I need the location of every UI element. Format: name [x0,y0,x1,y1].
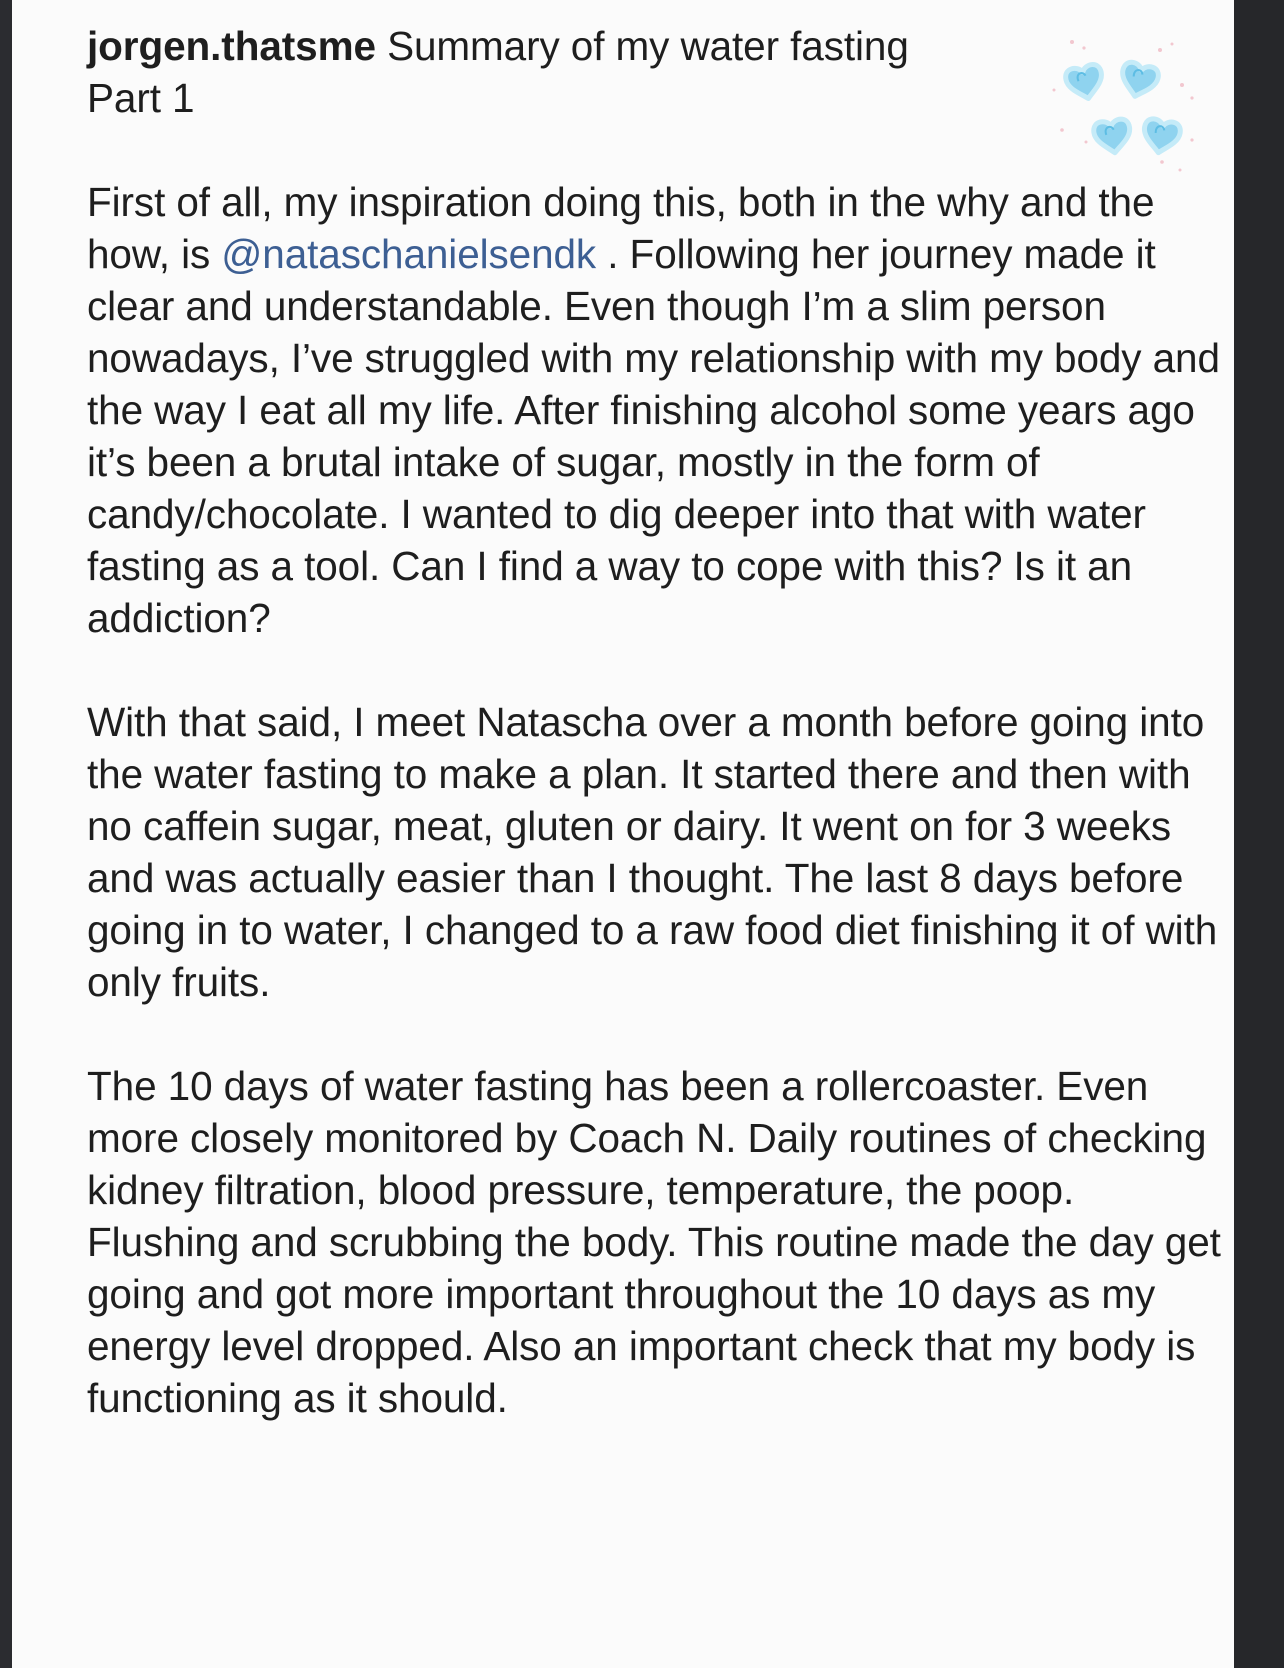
spacer [87,1008,1227,1060]
paragraph-1-text-end: . Following her journey made it clear and understandable. Even though I’m a slim person nowadays, I’ve struggled with my relationship with my body and the way I eat all my life. After finishing alcohol some years ago it’s been a brutal intake of sugar, mostly in the form of candy/chocolate. I wanted to dig deeper into that with water fasting as a tool. Can I find a way to cope with this? Is it an addiction? [87,231,1220,641]
right-dark-edge [1234,0,1284,1668]
post-title: Summary of my water fasting [387,23,909,69]
caption-text [87,20,1227,1424]
mention-link[interactable]: @nataschanielsendk [221,231,597,277]
post-part-label: Part 1 [87,75,195,121]
spacer [87,644,1227,696]
paragraph-1-text-start: First of all, my inspiration doing this, both in the why and the how, is [87,179,1155,277]
left-dark-edge [0,0,10,1668]
blue-hearts-sticker-icon [1042,30,1222,180]
post-caption-card [12,0,1234,1668]
caption-paragraph-1 [87,176,1227,644]
caption-paragraph-3: The 10 days of water fasting has been a rollercoaster. Even more closely monitored by Coach N. Daily routines of checking kidney filtration, blood pressure, temperature, the poop. Flushing and scrubbing the body. This routine made the day get going and got more important throughout the 10 days as my energy level dropped. Also an important check that my body is functioning as it should. [87,1063,1221,1421]
username-link[interactable]: jorgen.thatsme [87,23,376,69]
caption-paragraph-2: With that said, I meet Natascha over a month before going into the water fasting to make a plan. It started there and then with no caffein sugar, meat, gluten or dairy. It went on for 3 weeks and was actually easier than I thought. The last 8 days before going in to water, I changed to a raw food diet finishing it of with only fruits. [87,699,1218,1005]
